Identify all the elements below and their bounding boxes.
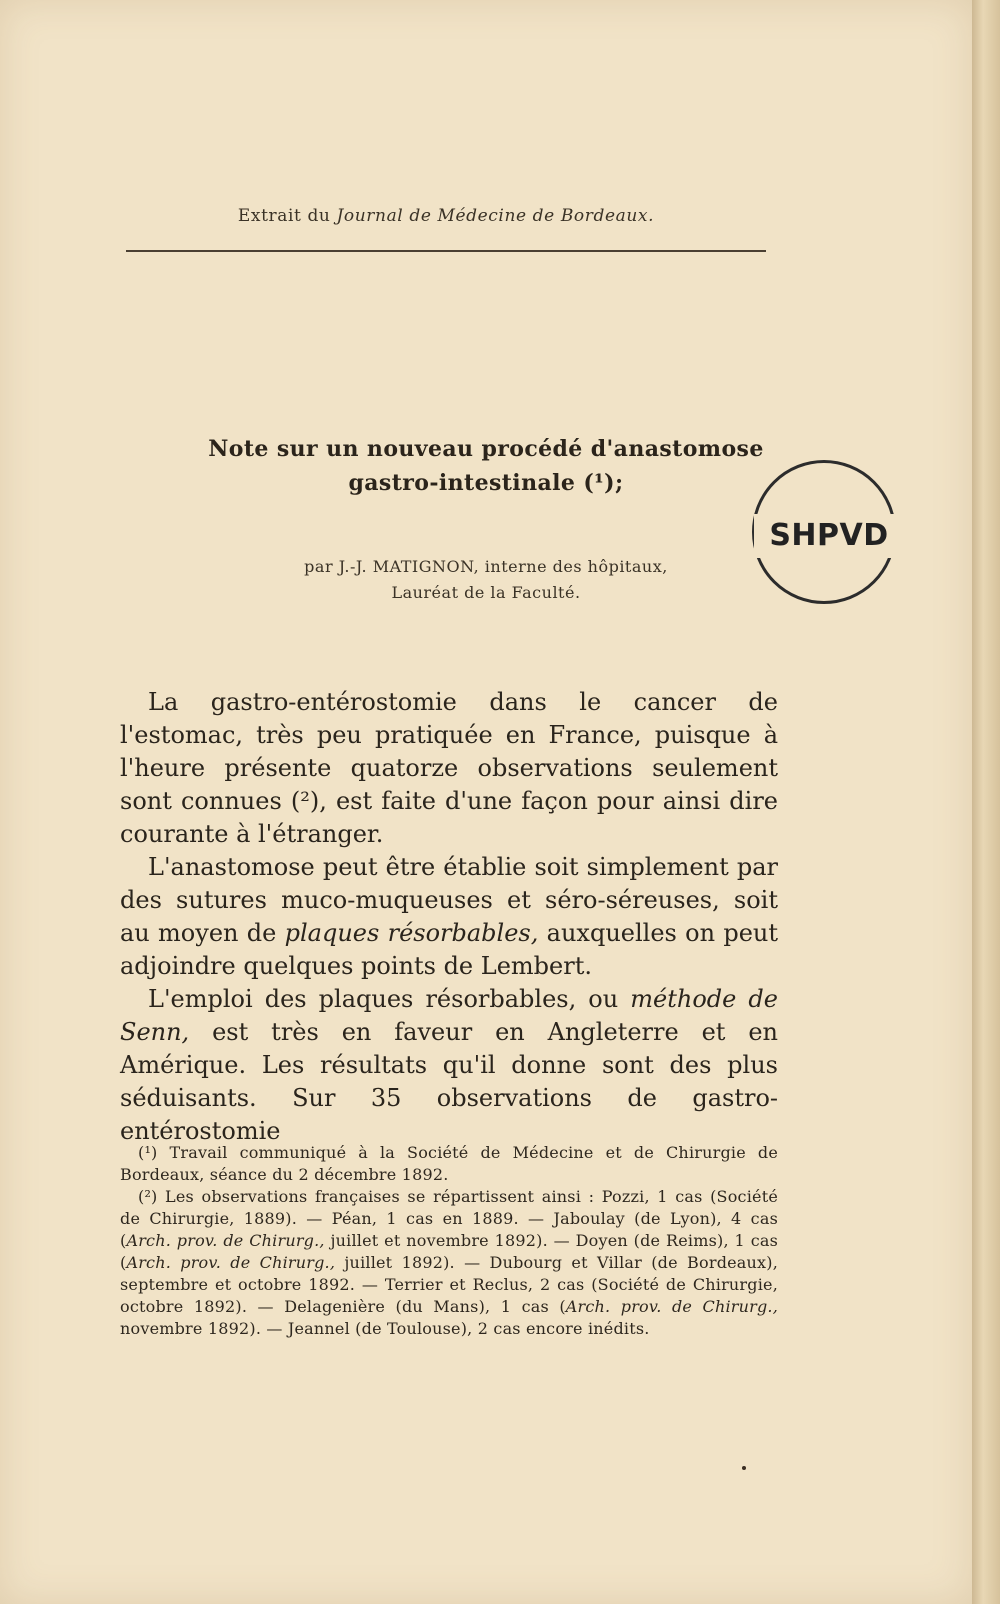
page-edge <box>972 0 1000 1604</box>
library-stamp-text: SHPVD <box>754 514 904 558</box>
footnotes <box>120 1142 778 1340</box>
title-line-2: gastro-intestinale (¹); <box>348 470 624 496</box>
fn2-b: juillet et novembre 1892). — Doyen (de Reims), 1 cas ( <box>120 1231 779 1272</box>
fn2-italic-1: Arch. prov. de Chirurg., <box>126 1231 325 1250</box>
p3-text-b: est très en faveur en Angleterre et en Amérique. Les résultats qu'il donne sont des plus séduisants. Sur 35 observations de gastro-entérostomie <box>120 1018 778 1145</box>
extract-prefix: Extrait du <box>237 206 331 226</box>
p3-italic: méthode de Senn, <box>120 985 778 1046</box>
extract-header <box>126 206 766 226</box>
footnote-1: (¹) Travail communiqué à la Société de Médecine et de Chirurgie de Bordeaux, séance du 2 décembre 1892. <box>120 1143 778 1184</box>
paragraph-3 <box>120 983 778 1148</box>
title-line-1: Note sur un nouveau procédé d'anastomose <box>208 436 764 462</box>
fn2-italic-2: Arch. prov. de Chirurg., <box>126 1253 336 1272</box>
paragraph-1: La gastro-entérostomie dans le cancer de l'estomac, très peu pratiquée en France, puisque à l'heure présente quatorze observations seulement sont connues (²), est faite d'une façon pour ainsi dire courante à l'étranger. <box>120 688 778 848</box>
fn2-a: (²) Les observations françaises se répartissent ainsi : Pozzi, 1 cas (Société de Chirurgie, 1889). — Péan, 1 cas en 1889. — Jaboulay (de Lyon), 4 cas ( <box>120 1187 778 1250</box>
author-line-2: Lauréat de la Faculté. <box>391 583 581 602</box>
author-block <box>126 554 846 606</box>
paper-speck <box>742 1466 746 1470</box>
p2-text-b: auxquelles on peut adjoindre quelques points de Lembert. <box>120 919 778 980</box>
fn2-d: novembre 1892). — Jeannel (de Toulouse), 2 cas encore inédits. <box>120 1319 650 1338</box>
paragraph-2 <box>120 851 778 983</box>
fn2-c: juillet 1892). — Dubourg et Villar (de Bordeaux), septembre et octobre 1892. — Terrier et Reclus, 2 cas (Société de Chirurgie, octobre 1892). — Delagenière (du Mans), 1 cas ( <box>120 1253 778 1316</box>
journal-name: Journal de Médecine de Bordeaux. <box>336 206 655 226</box>
fn2-italic-3: Arch. prov. de Chirurg., <box>565 1297 778 1316</box>
p2-text-a: L'anastomose peut être établie soit simplement par des sutures muco-muqueuses et séro-séreuses, soit au moyen de <box>120 853 778 947</box>
article-body <box>120 686 778 1148</box>
footnote-2 <box>120 1186 778 1340</box>
article-title <box>126 432 846 500</box>
header-rule <box>126 250 766 252</box>
p2-italic: plaques résorbables, <box>284 919 539 947</box>
p3-text-a: L'emploi des plaques résorbables, ou <box>148 985 631 1013</box>
author-line-1: par J.-J. MATIGNON, interne des hôpitaux, <box>304 557 668 576</box>
